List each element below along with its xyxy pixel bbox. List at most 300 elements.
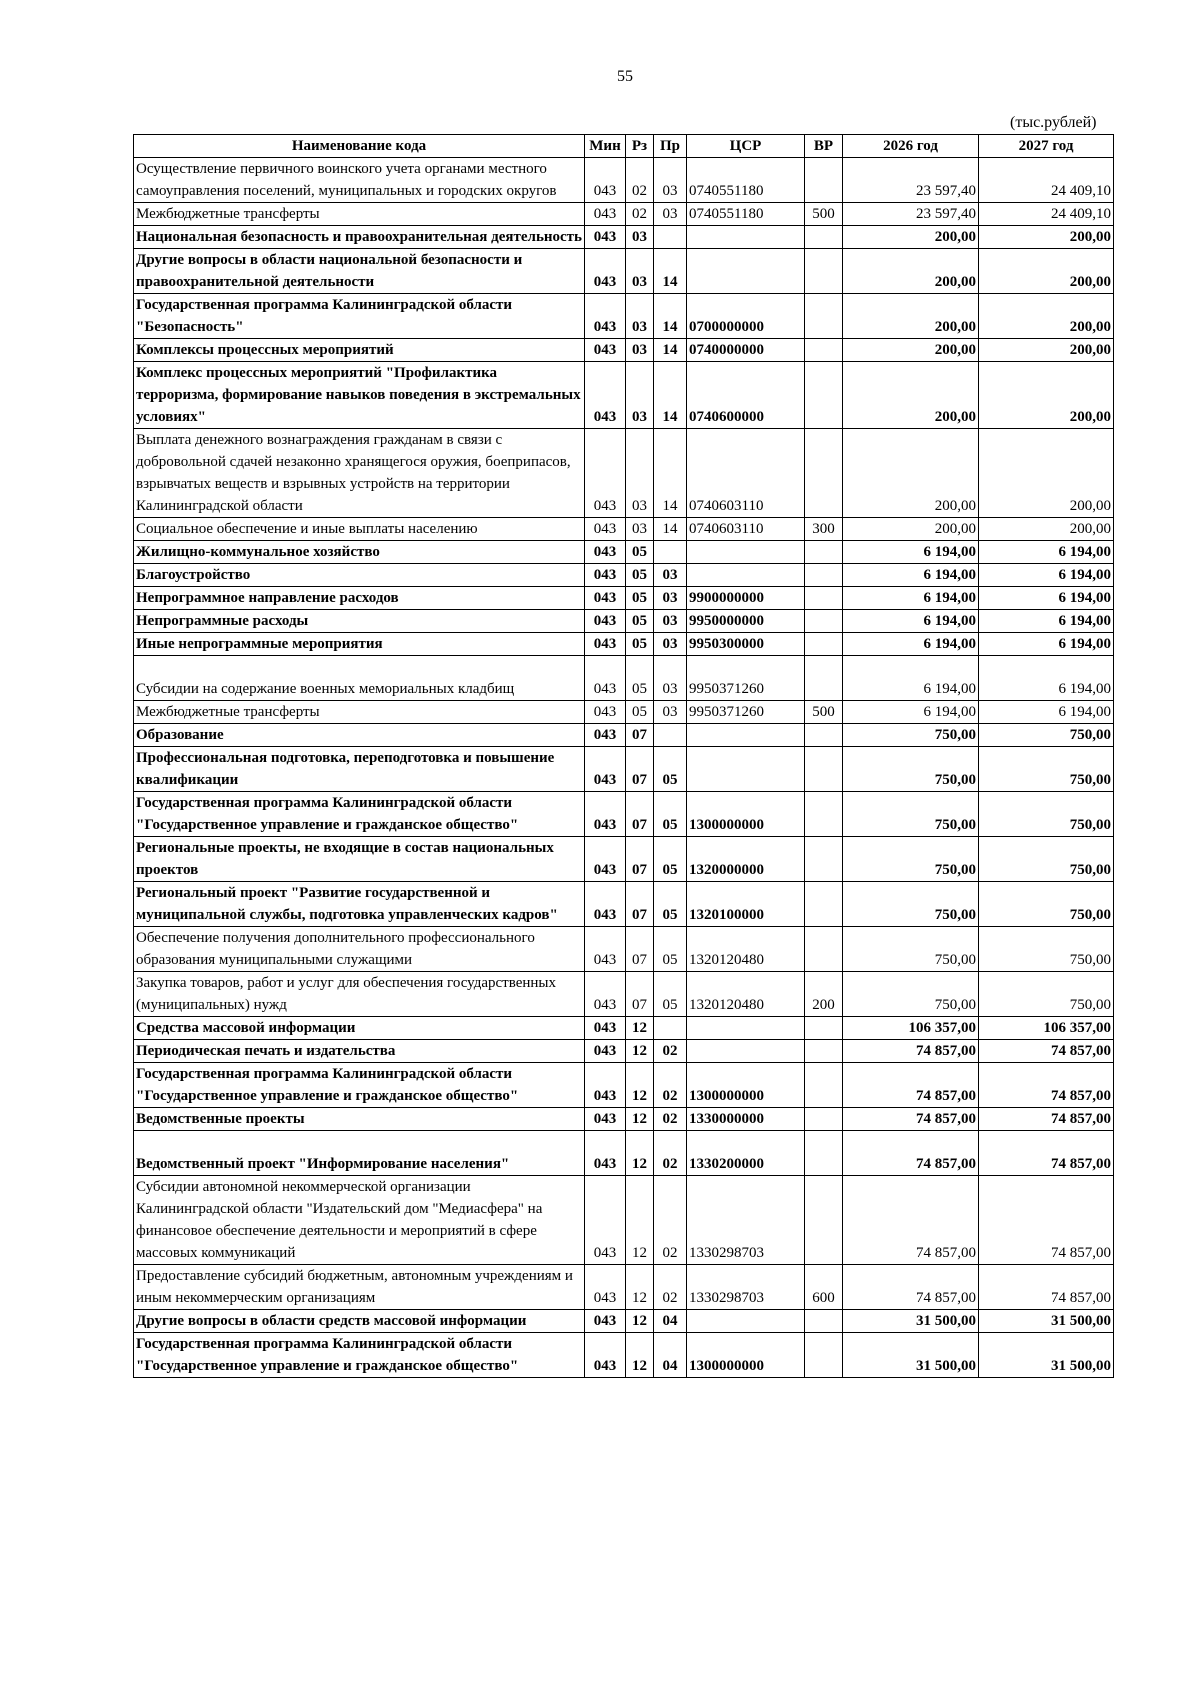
cell-vr [805,226,843,249]
cell-name: Региональные проекты, не входящие в состав национальных проектов [134,837,585,882]
table-row [134,882,1114,927]
cell-vr [805,249,843,294]
cell-vr [805,656,843,701]
cell-2026: 750,00 [843,837,979,882]
header-name: Наименование кода [134,135,585,158]
cell-min: 043 [585,226,626,249]
cell-name: Национальная безопасность и правоохранительная деятельность [134,226,585,249]
table-row [134,1333,1114,1378]
cell-pr: 03 [654,701,687,724]
cell-vr [805,747,843,792]
cell-vr: 500 [805,701,843,724]
cell-rz: 03 [626,518,654,541]
cell-name: Иные непрограммные мероприятия [134,633,585,656]
cell-2027: 750,00 [979,972,1114,1017]
cell-rz: 12 [626,1063,654,1108]
cell-csr: 1330200000 [687,1131,805,1176]
cell-2026: 200,00 [843,339,979,362]
cell-min: 043 [585,362,626,429]
table-row [134,226,1114,249]
cell-pr: 03 [654,158,687,203]
table-row [134,587,1114,610]
table-row [134,1063,1114,1108]
cell-rz: 02 [626,203,654,226]
cell-csr: 0740551180 [687,203,805,226]
table-row [134,249,1114,294]
cell-2027: 750,00 [979,724,1114,747]
cell-vr [805,724,843,747]
cell-csr: 0740000000 [687,339,805,362]
cell-vr [805,294,843,339]
cell-2026: 74 857,00 [843,1176,979,1265]
table-row [134,837,1114,882]
cell-name: Осуществление первичного воинского учета органами местного самоуправления поселений, муниципальных и городских округов [134,158,585,203]
cell-min: 043 [585,294,626,339]
cell-csr: 1300000000 [687,1063,805,1108]
cell-csr [687,564,805,587]
cell-name: Региональный проект "Развитие государственной и муниципальной службы, подготовка управленческих кадров" [134,882,585,927]
cell-pr: 05 [654,747,687,792]
table-row [134,158,1114,203]
table-row [134,541,1114,564]
cell-2026: 200,00 [843,249,979,294]
cell-min: 043 [585,564,626,587]
cell-min: 043 [585,587,626,610]
cell-2026: 200,00 [843,518,979,541]
cell-pr: 03 [654,587,687,610]
cell-pr: 04 [654,1310,687,1333]
table-row [134,1176,1114,1265]
cell-csr [687,747,805,792]
cell-name: Выплата денежного вознаграждения гражданам в связи с добровольной сдачей незаконно хранящегося оружия, боеприпасов, взрывчатых веществ и взрывных устройств на территории Калининградской области [134,429,585,518]
cell-min: 043 [585,972,626,1017]
cell-rz: 07 [626,927,654,972]
cell-2026: 6 194,00 [843,656,979,701]
cell-min: 043 [585,1017,626,1040]
cell-pr: 05 [654,837,687,882]
table-row [134,203,1114,226]
cell-min: 043 [585,633,626,656]
cell-min: 043 [585,203,626,226]
cell-name: Ведомственные проекты [134,1108,585,1131]
cell-rz: 12 [626,1265,654,1310]
cell-min: 043 [585,724,626,747]
cell-pr: 03 [654,633,687,656]
cell-vr [805,1333,843,1378]
table-row [134,610,1114,633]
cell-min: 043 [585,701,626,724]
cell-2027: 750,00 [979,927,1114,972]
cell-pr: 05 [654,792,687,837]
cell-2026: 6 194,00 [843,564,979,587]
cell-2026: 750,00 [843,972,979,1017]
cell-2027: 200,00 [979,294,1114,339]
cell-vr [805,837,843,882]
cell-rz: 03 [626,429,654,518]
cell-2026: 6 194,00 [843,633,979,656]
cell-name: Закупка товаров, работ и услуг для обеспечения государственных (муниципальных) нужд [134,972,585,1017]
cell-csr: 9950300000 [687,633,805,656]
cell-pr: 03 [654,610,687,633]
cell-2026: 750,00 [843,747,979,792]
cell-rz: 05 [626,541,654,564]
header-vr: ВР [805,135,843,158]
table-row [134,724,1114,747]
cell-vr [805,633,843,656]
cell-pr: 02 [654,1063,687,1108]
cell-pr: 03 [654,656,687,701]
cell-name: Государственная программа Калининградской области "Государственное управление и гражданское общество" [134,1063,585,1108]
cell-csr: 1330000000 [687,1108,805,1131]
cell-name: Жилищно-коммунальное хозяйство [134,541,585,564]
cell-name: Комплексы процессных мероприятий [134,339,585,362]
cell-rz: 05 [626,656,654,701]
cell-2027: 24 409,10 [979,203,1114,226]
cell-2026: 23 597,40 [843,203,979,226]
table-row [134,656,1114,701]
cell-2026: 6 194,00 [843,610,979,633]
cell-2027: 200,00 [979,339,1114,362]
cell-rz: 03 [626,226,654,249]
cell-2026: 23 597,40 [843,158,979,203]
cell-pr: 14 [654,362,687,429]
cell-csr: 1320000000 [687,837,805,882]
cell-2026: 200,00 [843,226,979,249]
cell-csr: 9900000000 [687,587,805,610]
cell-csr [687,541,805,564]
cell-min: 043 [585,1310,626,1333]
cell-name: Профессиональная подготовка, переподготовка и повышение квалификации [134,747,585,792]
cell-2026: 200,00 [843,362,979,429]
cell-vr [805,429,843,518]
cell-vr [805,339,843,362]
table-row [134,972,1114,1017]
cell-2026: 750,00 [843,927,979,972]
cell-min: 043 [585,792,626,837]
cell-rz: 12 [626,1131,654,1176]
cell-name: Непрограммное направление расходов [134,587,585,610]
cell-pr: 02 [654,1108,687,1131]
cell-csr [687,1017,805,1040]
table-row [134,1265,1114,1310]
cell-csr [687,1040,805,1063]
cell-pr: 05 [654,927,687,972]
cell-vr [805,1017,843,1040]
cell-vr [805,564,843,587]
cell-name: Комплекс процессных мероприятий "Профилактика терроризма, формирование навыков поведения в экстремальных условиях" [134,362,585,429]
cell-pr: 02 [654,1265,687,1310]
cell-2026: 750,00 [843,792,979,837]
table-row [134,564,1114,587]
cell-2027: 200,00 [979,249,1114,294]
cell-vr [805,587,843,610]
cell-name: Периодическая печать и издательства [134,1040,585,1063]
cell-name: Межбюджетные трансферты [134,701,585,724]
cell-min: 043 [585,1265,626,1310]
cell-csr: 0740600000 [687,362,805,429]
cell-2027: 74 857,00 [979,1265,1114,1310]
cell-csr [687,724,805,747]
cell-csr [687,226,805,249]
cell-2027: 6 194,00 [979,701,1114,724]
cell-2027: 74 857,00 [979,1131,1114,1176]
cell-name: Средства массовой информации [134,1017,585,1040]
cell-csr: 1320100000 [687,882,805,927]
cell-2027: 74 857,00 [979,1040,1114,1063]
cell-rz: 07 [626,972,654,1017]
cell-csr: 0740603110 [687,518,805,541]
cell-2027: 24 409,10 [979,158,1114,203]
cell-2027: 74 857,00 [979,1108,1114,1131]
cell-pr: 14 [654,249,687,294]
cell-name: Благоустройство [134,564,585,587]
cell-min: 043 [585,837,626,882]
header-min: Мин [585,135,626,158]
cell-vr [805,158,843,203]
cell-min: 043 [585,656,626,701]
cell-rz: 03 [626,249,654,294]
table-row [134,1131,1114,1176]
cell-2026: 74 857,00 [843,1063,979,1108]
budget-table [133,134,1114,1378]
cell-2027: 6 194,00 [979,656,1114,701]
cell-min: 043 [585,518,626,541]
cell-rz: 03 [626,339,654,362]
cell-min: 043 [585,158,626,203]
cell-rz: 07 [626,882,654,927]
cell-pr: 14 [654,339,687,362]
cell-name: Обеспечение получения дополнительного профессионального образования муниципальными служащими [134,927,585,972]
cell-2026: 750,00 [843,724,979,747]
cell-vr: 300 [805,518,843,541]
cell-vr [805,882,843,927]
table-row [134,362,1114,429]
cell-csr: 9950371260 [687,656,805,701]
cell-vr [805,610,843,633]
cell-2026: 750,00 [843,882,979,927]
cell-vr [805,1040,843,1063]
table-row [134,518,1114,541]
table-row [134,1108,1114,1131]
cell-2027: 750,00 [979,792,1114,837]
cell-csr [687,1310,805,1333]
cell-rz: 12 [626,1310,654,1333]
cell-pr: 05 [654,972,687,1017]
cell-name: Государственная программа Калининградской области "Государственное управление и гражданское общество" [134,1333,585,1378]
cell-2027: 6 194,00 [979,564,1114,587]
cell-pr [654,226,687,249]
cell-rz: 03 [626,294,654,339]
table-row [134,792,1114,837]
cell-rz: 05 [626,701,654,724]
cell-2026: 106 357,00 [843,1017,979,1040]
cell-min: 043 [585,1108,626,1131]
cell-pr: 02 [654,1040,687,1063]
cell-rz: 05 [626,633,654,656]
cell-rz: 07 [626,837,654,882]
cell-name: Межбюджетные трансферты [134,203,585,226]
cell-rz: 12 [626,1333,654,1378]
cell-vr [805,927,843,972]
cell-csr: 1300000000 [687,1333,805,1378]
units-label: (тыс.рублей) [1010,114,1097,131]
header-2027: 2027 год [979,135,1114,158]
cell-pr: 05 [654,882,687,927]
cell-vr [805,792,843,837]
cell-vr: 600 [805,1265,843,1310]
cell-2027: 31 500,00 [979,1333,1114,1378]
cell-2026: 31 500,00 [843,1333,979,1378]
cell-min: 043 [585,249,626,294]
cell-vr: 200 [805,972,843,1017]
header-rz: Рз [626,135,654,158]
cell-pr: 03 [654,203,687,226]
table-body [134,158,1114,1378]
cell-vr [805,1108,843,1131]
cell-pr: 14 [654,429,687,518]
cell-vr [805,541,843,564]
cell-2027: 74 857,00 [979,1063,1114,1108]
cell-rz: 07 [626,792,654,837]
cell-csr: 1320120480 [687,972,805,1017]
cell-2026: 74 857,00 [843,1108,979,1131]
cell-csr: 1300000000 [687,792,805,837]
cell-min: 043 [585,927,626,972]
cell-pr: 02 [654,1131,687,1176]
cell-csr: 0700000000 [687,294,805,339]
cell-2026: 6 194,00 [843,587,979,610]
cell-2027: 200,00 [979,518,1114,541]
cell-rz: 12 [626,1040,654,1063]
cell-name: Субсидии на содержание военных мемориальных кладбищ [134,656,585,701]
cell-vr [805,1063,843,1108]
cell-2026: 74 857,00 [843,1040,979,1063]
header-2026: 2026 год [843,135,979,158]
cell-2027: 6 194,00 [979,610,1114,633]
table-header-row [134,135,1114,158]
cell-min: 043 [585,1040,626,1063]
cell-2027: 750,00 [979,882,1114,927]
cell-csr [687,249,805,294]
cell-pr: 04 [654,1333,687,1378]
cell-name: Предоставление субсидий бюджетным, автономным учреждениям и иным некоммерческим организациям [134,1265,585,1310]
header-csr: ЦСР [687,135,805,158]
cell-rz: 12 [626,1176,654,1265]
cell-name: Государственная программа Калининградской области "Безопасность" [134,294,585,339]
cell-2027: 106 357,00 [979,1017,1114,1040]
cell-2027: 200,00 [979,362,1114,429]
cell-min: 043 [585,882,626,927]
cell-csr: 0740603110 [687,429,805,518]
cell-min: 043 [585,429,626,518]
cell-2027: 6 194,00 [979,587,1114,610]
table-row [134,633,1114,656]
cell-rz: 03 [626,362,654,429]
cell-2027: 200,00 [979,429,1114,518]
cell-pr: 03 [654,564,687,587]
cell-rz: 02 [626,158,654,203]
cell-min: 043 [585,1131,626,1176]
cell-pr: 02 [654,1176,687,1265]
cell-2027: 74 857,00 [979,1176,1114,1265]
table-row [134,429,1114,518]
cell-name: Социальное обеспечение и иные выплаты населению [134,518,585,541]
cell-vr [805,362,843,429]
cell-name: Непрограммные расходы [134,610,585,633]
table-row [134,747,1114,792]
cell-rz: 07 [626,747,654,792]
table-row [134,339,1114,362]
table-row [134,1040,1114,1063]
cell-2027: 6 194,00 [979,541,1114,564]
cell-min: 043 [585,610,626,633]
cell-csr: 1330298703 [687,1265,805,1310]
cell-csr: 0740551180 [687,158,805,203]
cell-2026: 200,00 [843,429,979,518]
cell-2026: 74 857,00 [843,1265,979,1310]
cell-csr: 9950371260 [687,701,805,724]
cell-pr [654,541,687,564]
cell-2026: 6 194,00 [843,701,979,724]
cell-name: Другие вопросы в области средств массовой информации [134,1310,585,1333]
cell-name: Государственная программа Калининградской области "Государственное управление и гражданское общество" [134,792,585,837]
cell-min: 043 [585,541,626,564]
cell-rz: 07 [626,724,654,747]
cell-pr: 14 [654,294,687,339]
table-row [134,294,1114,339]
cell-2026: 6 194,00 [843,541,979,564]
cell-name: Образование [134,724,585,747]
cell-2026: 74 857,00 [843,1131,979,1176]
cell-vr [805,1176,843,1265]
cell-vr [805,1310,843,1333]
cell-min: 043 [585,1176,626,1265]
cell-rz: 05 [626,587,654,610]
cell-rz: 12 [626,1017,654,1040]
cell-min: 043 [585,1063,626,1108]
cell-2027: 750,00 [979,747,1114,792]
table-row [134,1017,1114,1040]
cell-name: Другие вопросы в области национальной безопасности и правоохранительной деятельности [134,249,585,294]
cell-2027: 750,00 [979,837,1114,882]
header-pr: Пр [654,135,687,158]
cell-2027: 6 194,00 [979,633,1114,656]
cell-min: 043 [585,339,626,362]
cell-pr: 14 [654,518,687,541]
cell-rz: 05 [626,610,654,633]
cell-vr: 500 [805,203,843,226]
table-row [134,701,1114,724]
cell-vr [805,1131,843,1176]
table-row [134,1310,1114,1333]
cell-name: Субсидии автономной некоммерческой организации Калининградской области "Издательский дом "Медиасфера" на финансовое обеспечение деятельности и мероприятий в сфере массовых коммуникаций [134,1176,585,1265]
cell-rz: 05 [626,564,654,587]
cell-min: 043 [585,747,626,792]
cell-csr: 1320120480 [687,927,805,972]
cell-min: 043 [585,1333,626,1378]
cell-csr: 1330298703 [687,1176,805,1265]
cell-2026: 31 500,00 [843,1310,979,1333]
table-row [134,927,1114,972]
page-number: 55 [617,68,633,85]
cell-name: Ведомственный проект "Информирование населения" [134,1131,585,1176]
cell-2027: 200,00 [979,226,1114,249]
cell-2027: 31 500,00 [979,1310,1114,1333]
cell-pr [654,724,687,747]
cell-2026: 200,00 [843,294,979,339]
cell-rz: 12 [626,1108,654,1131]
cell-pr [654,1017,687,1040]
